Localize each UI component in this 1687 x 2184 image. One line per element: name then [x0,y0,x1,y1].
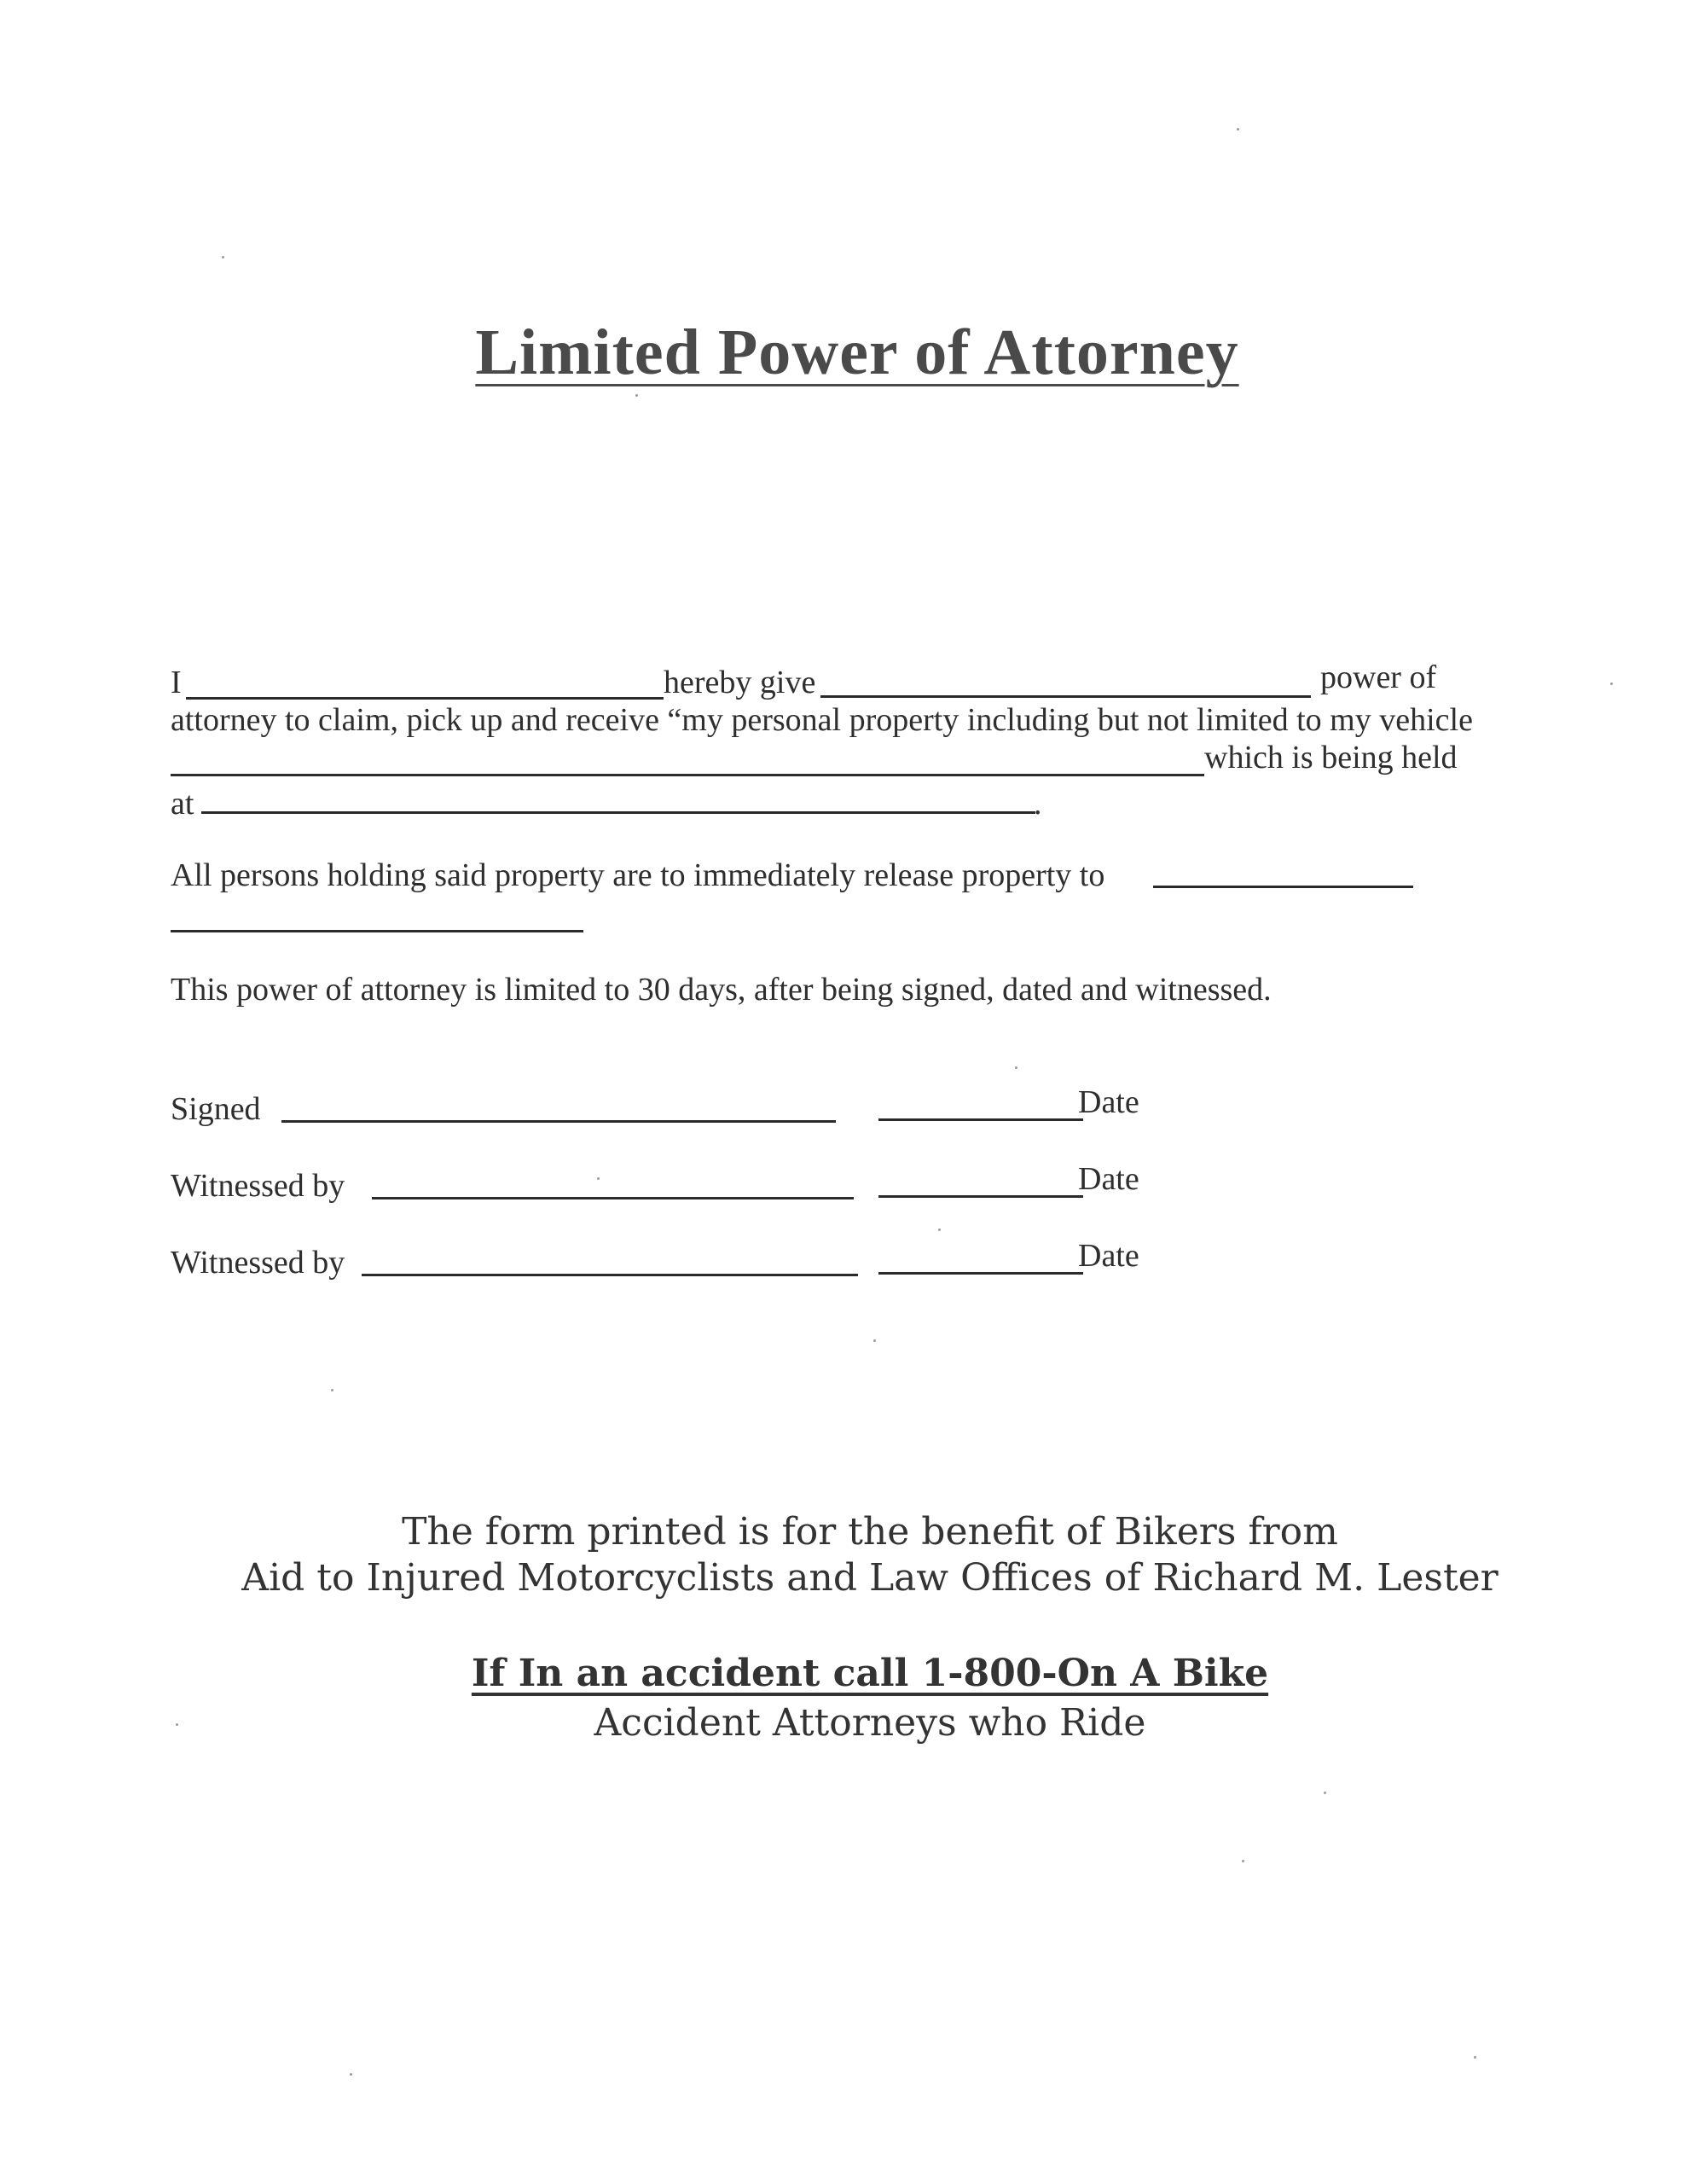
vehicle-description-line[interactable] [171,774,1204,776]
scan-speck [873,1339,876,1342]
scan-speck [350,2073,352,2076]
footer-sponsors-line: Aid to Injured Motorcyclists and Law Offices of Richard M. Lester [241,1556,1499,1600]
scan-speck [597,1177,600,1180]
limitation-text: This power of attorney is limited to 30 days, after being signed, dated and witnessed. [171,972,1272,1008]
location-line[interactable] [201,811,1035,814]
grantor-name-line[interactable] [186,697,664,700]
signed-date-line[interactable] [878,1118,1083,1121]
footer-tagline: Accident Attorneys who Ride [594,1701,1146,1745]
scan-speck [222,256,224,258]
attorney-name-line[interactable] [820,695,1311,698]
release-text: All persons holding said property are to immediately release property to [171,857,1105,893]
footer-call-line: If In an accident call 1-800-On A Bike [471,1652,1269,1695]
scan-speck [938,1228,941,1231]
scan-speck [1242,1860,1244,1862]
hereby-give-text: hereby give [664,665,816,700]
witness2-signature-line[interactable] [362,1274,858,1276]
being-held-text: which is being held [1204,740,1458,775]
scan-speck [635,394,638,397]
scan-speck [1237,128,1239,131]
release-to-line-1[interactable] [1153,886,1413,888]
footer-benefit-line: The form printed is for the benefit of Bikers from [402,1510,1338,1554]
power-of-text: power of [1320,659,1437,695]
page-title: Limited Power of Attorney [475,317,1239,388]
witness1-label: Witnessed by [171,1168,345,1204]
signed-label: Signed [171,1091,261,1127]
authority-text: attorney to claim, pick up and receive “my personal property including but not limited to my vehicle [171,702,1473,738]
scan-speck [1610,682,1613,685]
signature-line[interactable] [281,1120,836,1123]
witness2-date-line[interactable] [878,1272,1083,1275]
location-label: at [171,786,194,822]
scan-speck [1015,1066,1017,1069]
grantor-label: I [171,665,182,700]
witness1-signature-line[interactable] [372,1197,854,1199]
scan-speck [176,1723,178,1726]
witness1-date-line[interactable] [878,1195,1083,1198]
signed-date-label: Date [1078,1084,1139,1120]
location-period: . [1034,786,1042,822]
witness2-date-label: Date [1078,1238,1139,1274]
scan-speck [331,1389,333,1391]
scan-speck [1324,1792,1326,1794]
witness1-date-label: Date [1078,1161,1139,1197]
witness2-label: Witnessed by [171,1245,345,1281]
scan-speck [1474,2056,1476,2059]
release-to-line-2[interactable] [171,930,583,932]
